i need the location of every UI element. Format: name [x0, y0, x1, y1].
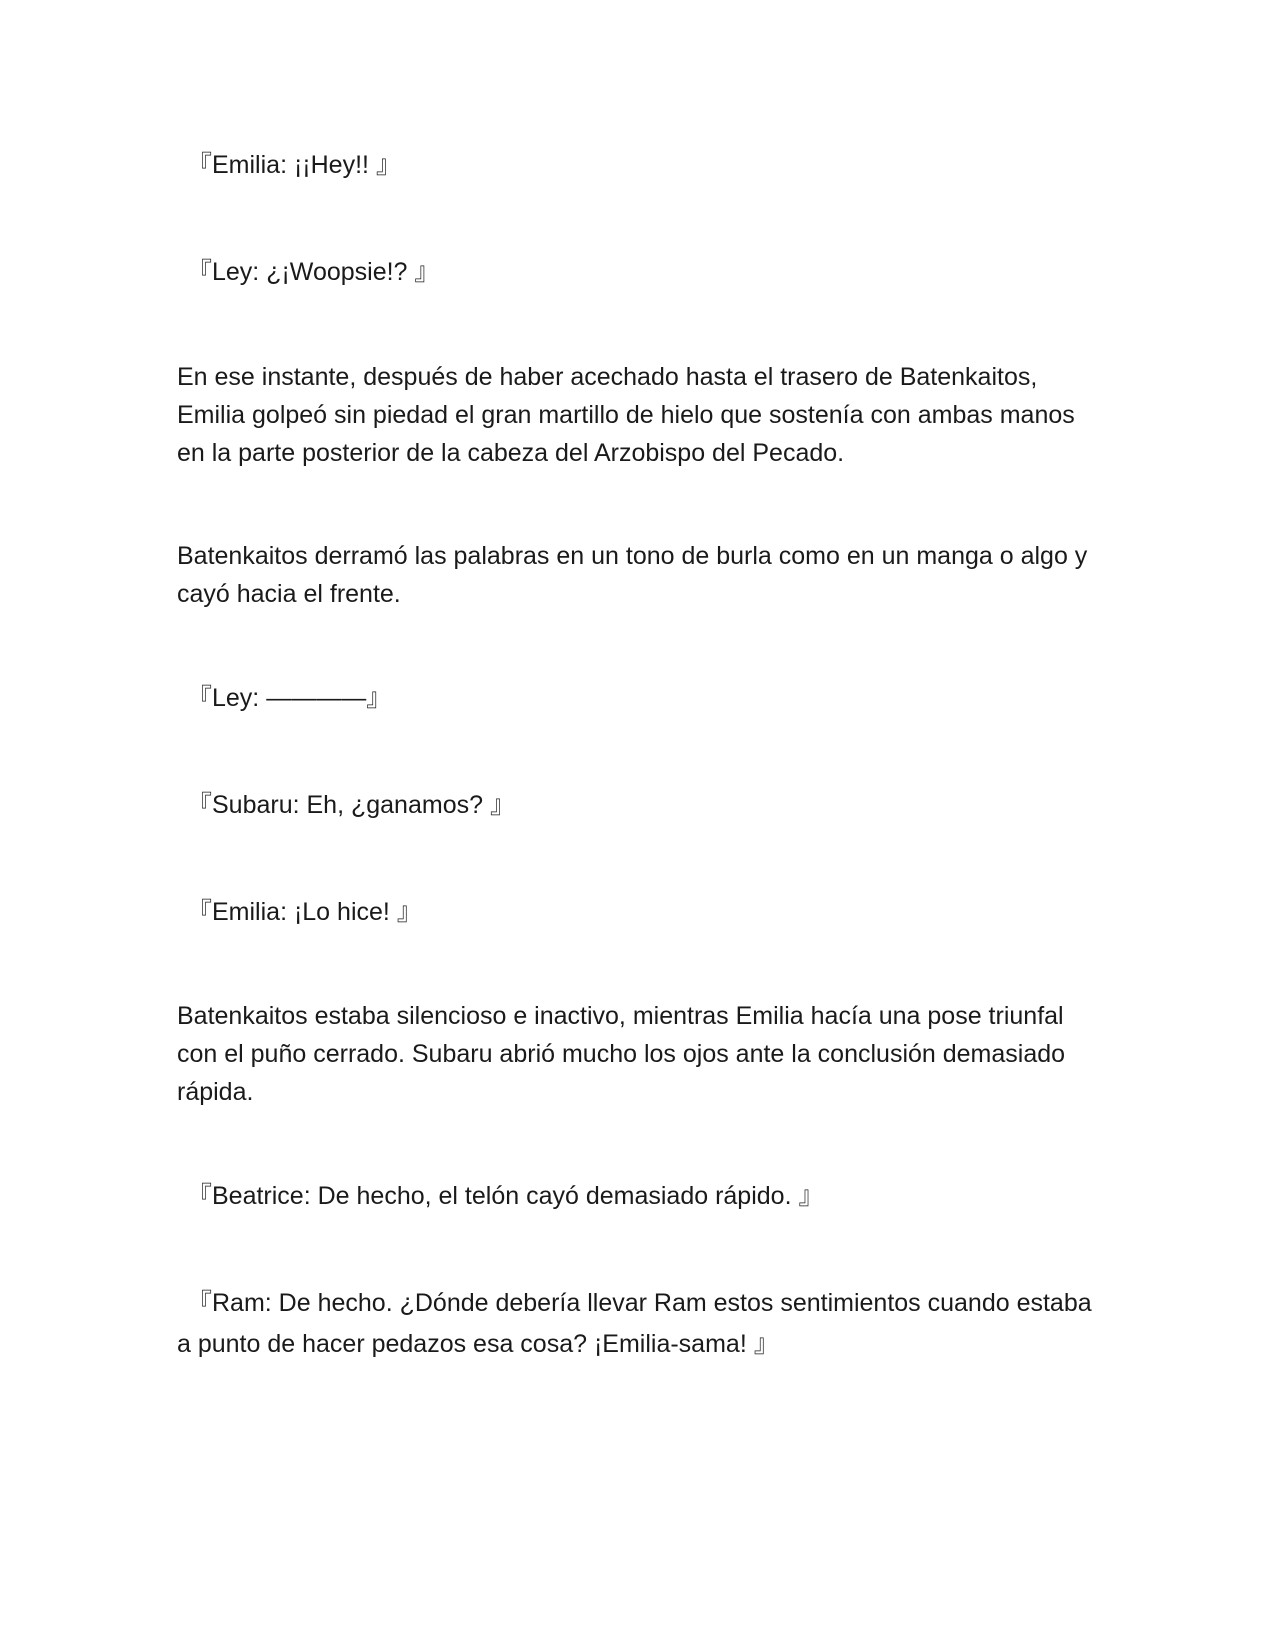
dialogue-emilia-lo-hice: 『Emilia: ¡Lo hice! 』 — [187, 898, 422, 926]
dialogue-emilia-hey: 『Emilia: ¡¡Hey!! 』 — [187, 151, 401, 179]
dialogue-subaru-ganamos: 『Subaru: Eh, ¿ganamos? 』 — [187, 791, 515, 819]
dialogue-ley-woopsie: 『Ley: ¿¡Woopsie!? 』 — [187, 258, 440, 286]
dialogue-beatrice-telon: 『Beatrice: De hecho, el telón cayó demasiado rápido. 』 — [187, 1182, 824, 1210]
dialogue-ram-sentimientos: 『Ram: De hecho. ¿Dónde debería llevar Ram estos sentimientos cuando estaba a punto de hacer pedazos esa cosa? ¡Emilia-sama! 』 — [177, 1289, 1092, 1358]
narration-paragraph-hammer: En ese instante, después de haber acechado hasta el trasero de Batenkaitos, Emilia golpeó sin piedad el gran martillo de hielo que sostenía con ambas manos en la parte posterior de la cabeza del Arzobispo del Pecado. — [177, 363, 1075, 467]
narration-paragraph-conclusion: Batenkaitos estaba silencioso e inactivo, mientras Emilia hacía una pose triunfal con el puño cerrado. Subaru abrió mucho los ojos ante la conclusión demasiado rápida. — [177, 1002, 1066, 1106]
dialogue-ley-silence: 『Ley: ————』 — [187, 684, 392, 712]
narration-paragraph-fall: Batenkaitos derramó las palabras en un tono de burla como en un manga o algo y cayó hacia el frente. — [177, 542, 1088, 608]
